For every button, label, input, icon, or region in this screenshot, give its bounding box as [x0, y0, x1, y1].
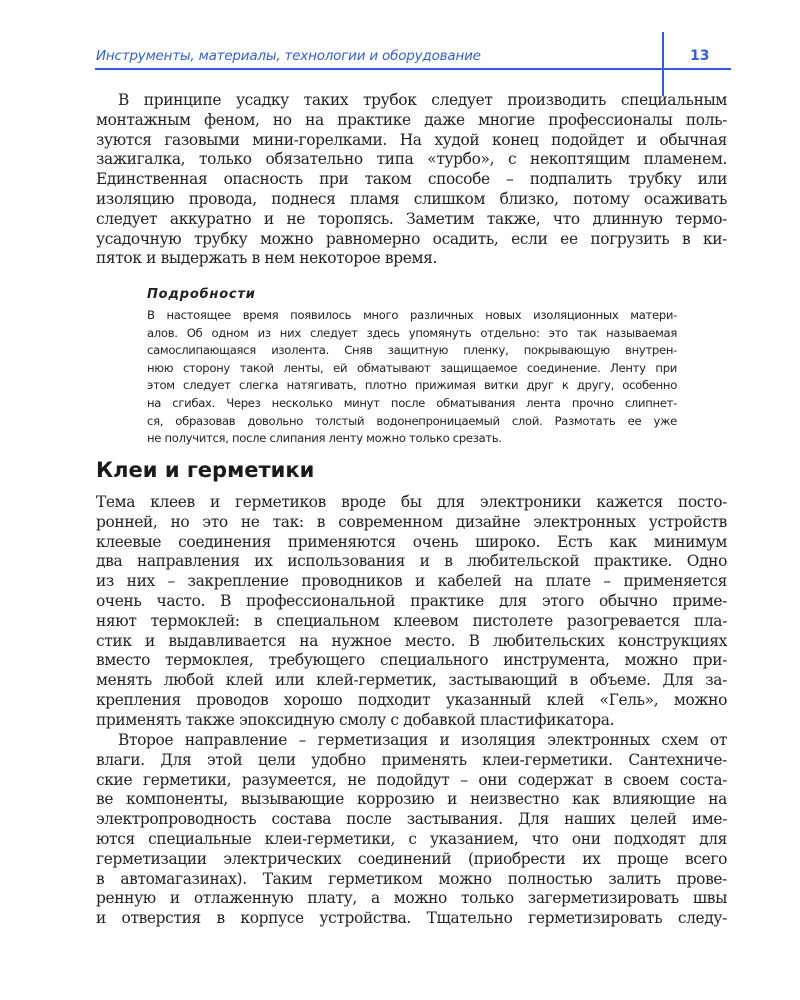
text-line: этом следует слегка натягивать, плотно прижимая витки друг к другу, особенно: [147, 378, 677, 393]
text-line: стик и выдавливается на нужное место. В любительских конструкциях: [96, 631, 727, 650]
text-line: изоляцию провода, поднеся пламя слишком близко, потому осаживать: [96, 189, 727, 208]
header-rule: [95, 68, 731, 70]
paragraph-1: [96, 91, 727, 269]
text-line: вместо термоклея, требующего специального инструмента, можно при-: [96, 651, 727, 670]
text-line: ские герметики, разумеется, не подойдут – они содержат в своем соста-: [96, 770, 727, 789]
text-line: зуются газовыми мини-горелками. На худой конец подойдет и обычная: [96, 130, 727, 149]
text-line: электропроводность состава после застывания. Для наших целей име-: [96, 810, 727, 829]
details-box-title: Подробности: [147, 287, 256, 302]
section-heading: Клеи и герметики: [96, 458, 315, 482]
text-line: менять любой клей или клей-герметик, застывающий в объеме. Для за-: [96, 671, 727, 690]
text-line: ренную и отлаженную плату, а можно только загерметизировать швы: [96, 889, 727, 908]
text-line: няют термоклей: в специальном клеевом пистолете разогревается пла-: [96, 611, 727, 630]
text-line: В настоящее время появилось много различных новых изоляционных матери-: [147, 308, 677, 322]
paragraph-2: [96, 493, 727, 731]
header-vertical-rule: [662, 32, 664, 96]
text-line: самослипающаяся изолента. Сняв защитную пленку, покрывающую внутрен-: [147, 343, 677, 358]
text-line: два направления их использования и в любительской практике. Одно: [96, 552, 727, 571]
text-line: алов. Об одном из них следует здесь упомянуть отдельно: это так называемая: [147, 325, 677, 340]
text-line: пяток и выдержать в нем некоторое время.: [96, 249, 438, 268]
text-line: не получится, после слипания ленту можно только срезать.: [147, 431, 502, 446]
text-line: из них – закрепление проводников и кабелей на плате – применяется: [96, 572, 727, 591]
text-line: применять также эпоксидную смолу с добавкой пластификатора.: [96, 710, 615, 729]
text-line: герметизации электрических соединений (приобрести их проще всего: [96, 849, 727, 868]
text-line: ве компоненты, вызывающие коррозию и неизвестно как влияющие на: [96, 790, 727, 809]
running-title: Инструменты, материалы, технологии и оборудование: [96, 48, 481, 64]
text-line: зажигалка, только обязательно типа «турбо», с некоптящим пламенем.: [96, 150, 727, 169]
text-line: монтажным феном, но на практике даже многие профессионалы поль-: [96, 110, 727, 129]
text-line: ются специальные клеи-герметики, с указанием, что они подходят для: [96, 829, 727, 848]
text-line: нюю сторону такой ленты, ей обматывают защищаемое соединение. Ленту при: [147, 360, 677, 375]
text-line: крепления проводов хорошо подходит указанный клей «Гель», можно: [96, 690, 727, 709]
text-line: в автомагазинах). Таким герметиком можно полностью залить прове-: [96, 869, 727, 888]
text-line: клеевые соединения применяются очень широко. Есть как минимум: [96, 532, 727, 551]
text-line: очень часто. В профессиональной практике для этого обычно приме-: [96, 591, 727, 610]
paragraph-3: [96, 731, 727, 929]
text-line: следует аккуратно и не торопясь. Заметим также, что длинную термо-: [96, 209, 727, 228]
text-line: Тема клеев и герметиков вроде бы для электроники кажется посто-: [96, 493, 727, 511]
text-line: на сгибах. Через несколько минут после обматывания лента прочно слипнет-: [147, 395, 677, 410]
text-line: Единственная опасность при таком способе – подпалить трубку или: [96, 170, 727, 189]
text-line: усадочную трубку можно равномерно осадить, если ее погрузить в ки-: [96, 229, 727, 248]
text-line: и отверстия в корпусе устройства. Тщательно герметизировать следу-: [96, 909, 727, 928]
details-box-text: [147, 307, 677, 448]
text-line: ся, образовав довольно толстый водонепроницаемый слой. Размотать ее уже: [147, 413, 677, 428]
page-number: 13: [690, 48, 710, 64]
text-line: В принципе усадку таких трубок следует производить специальным: [118, 91, 727, 109]
text-line: Второе направление – герметизация и изоляция электронных схем от: [118, 731, 727, 749]
text-line: влаги. Для этой цели удобно применять клеи-герметики. Сантехниче-: [96, 750, 727, 769]
text-line: ронней, но это не так: в современном дизайне электронных устройств: [96, 512, 727, 531]
